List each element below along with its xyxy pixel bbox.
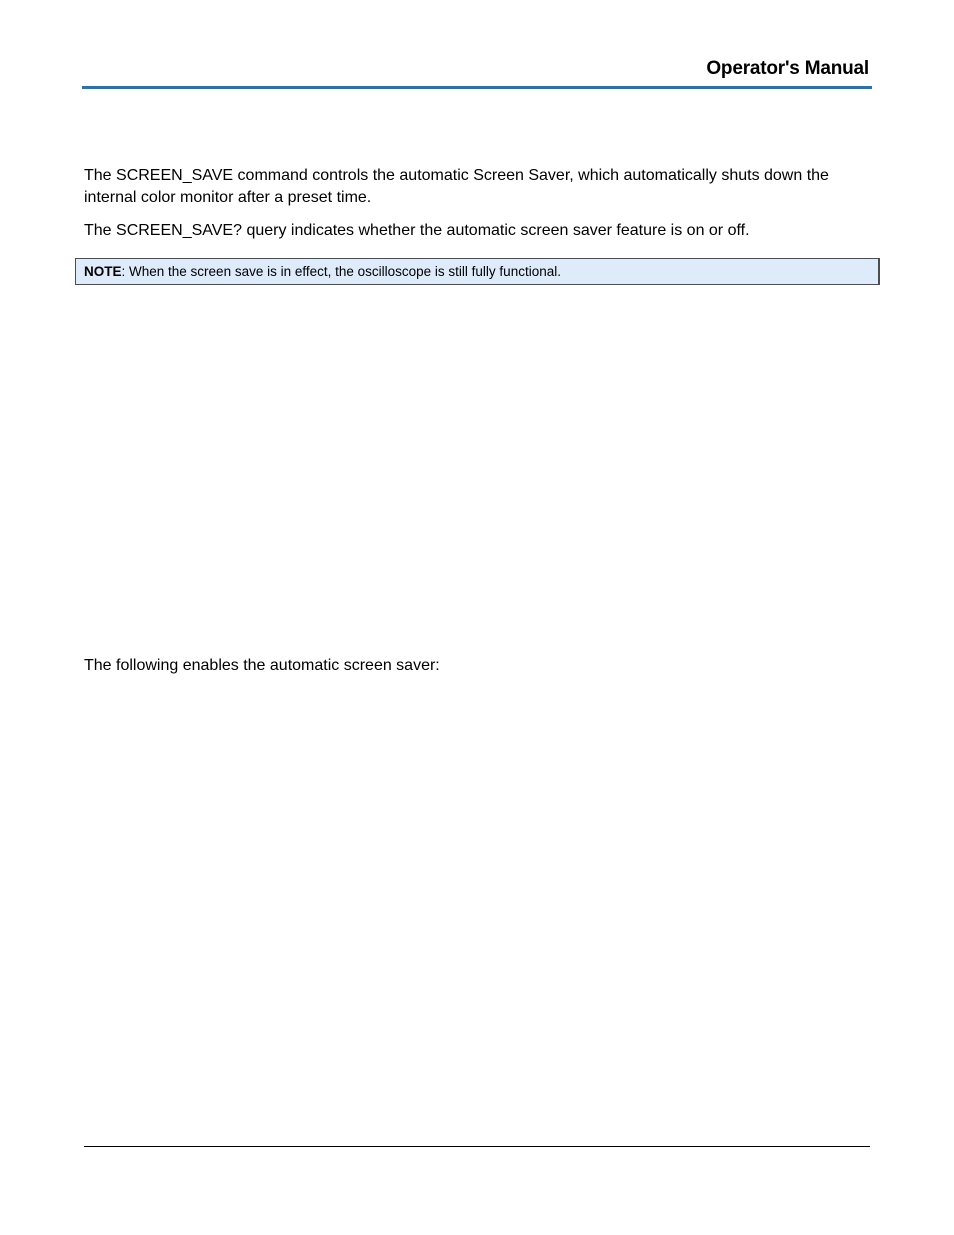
note-body: : When the screen save is in effect, the oscilloscope is still fully functional. [121, 264, 561, 279]
header-divider [82, 86, 872, 89]
example-intro-paragraph: The following enables the automatic screen saver: [84, 657, 440, 674]
footer-divider [84, 1146, 870, 1147]
note-label: NOTE [84, 264, 122, 279]
query-description-paragraph: The SCREEN_SAVE? query indicates whether the automatic screen saver feature is on or off. [84, 222, 750, 239]
note-box [75, 258, 880, 285]
description-paragraph: The SCREEN_SAVE command controls the automatic Screen Saver, which automatically shuts down the internal color monitor after a preset time. [84, 167, 829, 206]
page-header-title: Operator's Manual [706, 58, 869, 79]
note-text [84, 263, 561, 280]
